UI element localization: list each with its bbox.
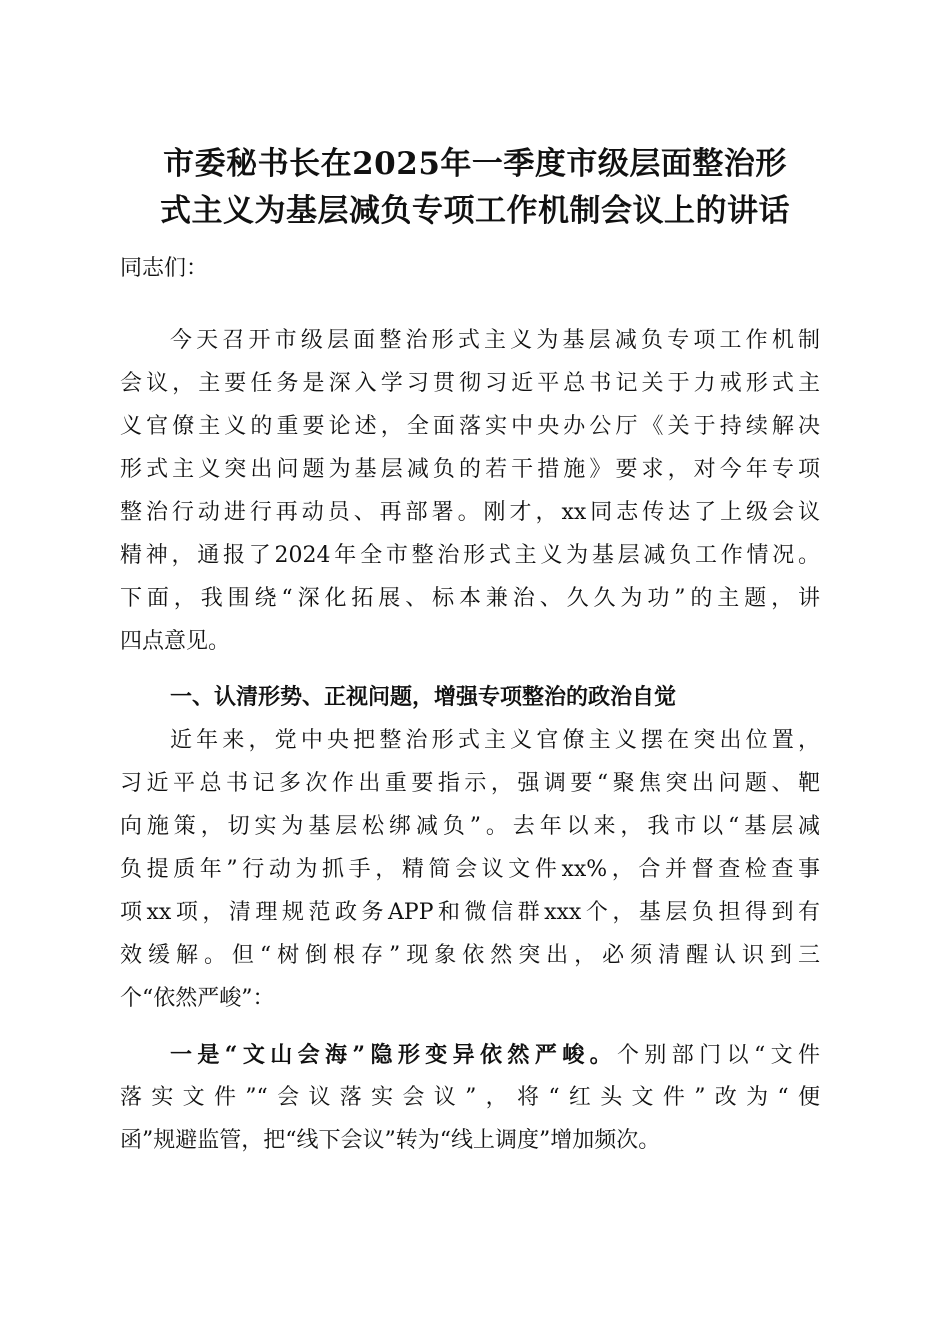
paragraph-line: 形式主义突出问题为基层减负的若干措施》要求，对今年专项 — [120, 457, 820, 482]
paragraph-line: 今天召开市级层面整治形式主义为基层减负专项工作机制 — [170, 328, 820, 353]
paragraph-line: 精神，通报了2024年全市整治形式主义为基层减负工作情况。 — [120, 543, 820, 568]
paragraph-line: 近年来，党中央把整治形式主义官僚主义摆在突出位置， — [170, 728, 820, 753]
paragraph-line: 整治行动进行再动员、再部署。刚才，xx同志传达了上级会议 — [120, 500, 820, 525]
paragraph-line: 向施策，切实为基层松绑减负”。去年以来，我市以“基层减 — [120, 814, 820, 839]
section-heading-1: 一、认清形势、正视问题，增强专项整治的政治自觉 — [170, 685, 677, 710]
document-title-line-2: 式主义为基层减负专项工作机制会议上的讲话 — [160, 193, 790, 229]
salutation: 同志们： — [120, 256, 209, 281]
paragraph-line: 落实文件”“会议落实会议”，将“红头文件”改为“便 — [120, 1085, 820, 1110]
document-title-line-1: 市委秘书长在2025年一季度市级层面整治形 — [163, 146, 787, 182]
section-1-paragraph — [120, 724, 820, 1025]
paragraph-line: 义官僚主义的重要论述，全面落实中央办公厅《关于持续解决 — [120, 414, 820, 439]
paragraph-line: 习近平总书记多次作出重要指示，强调要“聚焦突出问题、靶 — [120, 771, 820, 796]
paragraph-line: 函”规避监管，把“线下会议”转为“线上调度”增加频次。 — [120, 1128, 661, 1153]
point-1-first-line — [120, 1038, 820, 1081]
paragraph-line: 项xx项，清理规范政务APP和微信群xxx个，基层负担得到有 — [120, 900, 820, 925]
paragraph-line: 负提质年”行动为抓手，精简会议文件xx%，合并督查检查事 — [120, 857, 820, 882]
point-1-lead: 一是“文山会海”隐形变异依然严峻。 — [170, 1042, 617, 1068]
paragraph-line: 个“依然严峻”： — [120, 986, 275, 1011]
paragraph-line: 效缓解。但“树倒根存”现象依然突出，必须清醒认识到三 — [120, 943, 820, 968]
intro-paragraph — [120, 324, 820, 668]
paragraph-line: 四点意见。 — [120, 629, 231, 654]
paragraph-line: 下面，我围绕“深化拓展、标本兼治、久久为功”的主题，讲 — [120, 586, 820, 611]
paragraph-line: 会议，主要任务是深入学习贯彻习近平总书记关于力戒形式主 — [120, 371, 820, 396]
point-1-paragraph — [120, 1038, 820, 1167]
point-1-rest: 个别部门以“文件 — [617, 1043, 821, 1068]
document-body — [120, 252, 820, 1167]
